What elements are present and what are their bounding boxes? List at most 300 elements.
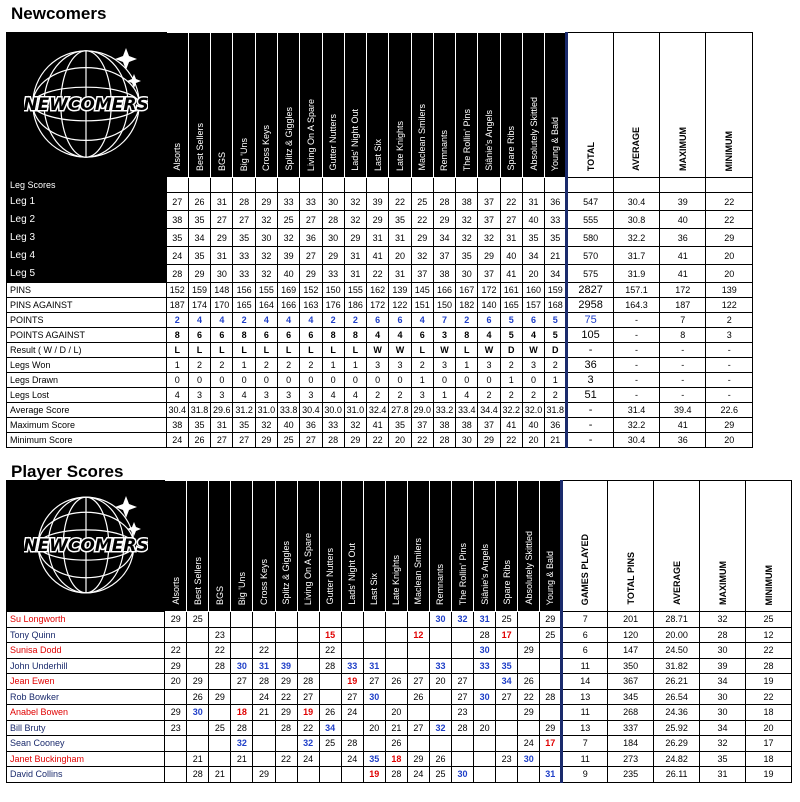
- leg-score-cell: 35: [188, 247, 210, 265]
- stat-cell: 174: [188, 298, 210, 313]
- player-score-cell: [187, 643, 209, 659]
- stat-cell: 4: [277, 313, 299, 328]
- team-header: [211, 33, 233, 178]
- player-score-cell: [385, 689, 407, 705]
- stat-cell: 4: [188, 313, 210, 328]
- team-header: [275, 481, 297, 612]
- player-name: David Collins: [7, 767, 165, 783]
- player-summary-cell: 34: [700, 674, 746, 690]
- leg-summary-cell: 41: [660, 265, 706, 283]
- stat-label: POINTS AGAINST: [7, 328, 167, 343]
- stat-cell: 169: [277, 283, 299, 298]
- summary-header-label: AVERAGE: [631, 127, 642, 171]
- stat-label: Legs Lost: [7, 388, 167, 403]
- player-score-cell: [429, 736, 451, 752]
- player-score-cell: 27: [496, 689, 518, 705]
- leg-score-cell: 33: [300, 193, 322, 211]
- stat-cell: 4: [367, 328, 389, 343]
- stat-cell: L: [211, 343, 233, 358]
- player-score-cell: [165, 767, 187, 783]
- player-score-cell: 17: [496, 627, 518, 643]
- stat-cell: D: [545, 343, 567, 358]
- player-score-cell: 34: [496, 674, 518, 690]
- empty-cell: [456, 178, 478, 193]
- player-summary-cell: 32: [700, 736, 746, 752]
- stat-cell: 1: [545, 373, 567, 388]
- stat-cell: 4: [344, 388, 366, 403]
- stat-cell: 36: [545, 418, 567, 433]
- player-score-cell: [209, 751, 231, 767]
- team-name: Last Six: [369, 572, 380, 605]
- team-name: Young & Bald: [545, 550, 556, 605]
- stat-cell: 6: [389, 313, 411, 328]
- player-score-cell: 22: [165, 643, 187, 659]
- empty-cell: [613, 178, 659, 193]
- stat-summary-cell: 3: [567, 373, 613, 388]
- stat-cell: 4: [411, 313, 433, 328]
- stat-summary-cell: -: [567, 403, 613, 418]
- team-header: [433, 33, 455, 178]
- stat-summary-cell: -: [660, 373, 706, 388]
- stat-cell: 6: [188, 328, 210, 343]
- player-score-cell: [209, 705, 231, 721]
- team-header: [209, 481, 231, 612]
- stat-summary-cell: 164.3: [613, 298, 659, 313]
- stat-summary-cell: -: [613, 358, 659, 373]
- stat-cell: 186: [344, 298, 366, 313]
- leg-score-cell: 27: [166, 193, 188, 211]
- leg-score-cell: 39: [277, 247, 299, 265]
- leg-score-cell: 34: [522, 247, 544, 265]
- player-summary-header: [562, 481, 608, 612]
- player-score-cell: [187, 627, 209, 643]
- team-header: [187, 481, 209, 612]
- player-score-cell: 30: [518, 751, 540, 767]
- player-summary-cell: 11: [562, 658, 608, 674]
- leg-score-cell: 38: [166, 211, 188, 229]
- stat-cell: 2: [545, 388, 567, 403]
- player-score-cell: 22: [319, 643, 341, 659]
- player-score-cell: 28: [209, 658, 231, 674]
- empty-cell: [660, 178, 706, 193]
- player-score-cell: 28: [341, 736, 363, 752]
- leg-score-cell: 32: [277, 229, 299, 247]
- stat-cell: 2: [300, 358, 322, 373]
- player-summary-cell: 28: [700, 627, 746, 643]
- stat-cell: 5: [545, 313, 567, 328]
- stat-summary-cell: 36: [660, 433, 706, 448]
- stat-cell: 172: [367, 298, 389, 313]
- stat-cell: 172: [478, 283, 500, 298]
- leg-score-cell: 29: [188, 265, 210, 283]
- stat-label: Minimum Score: [7, 433, 167, 448]
- player-row: [7, 658, 792, 674]
- player-name: Sunisa Dodd: [7, 643, 165, 659]
- player-score-cell: [518, 612, 540, 628]
- leg-score-cell: 40: [500, 247, 522, 265]
- stat-summary-cell: 30.4: [613, 433, 659, 448]
- player-score-cell: [496, 705, 518, 721]
- empty-cell: [500, 178, 522, 193]
- stat-cell: 32: [344, 418, 366, 433]
- leg-summary-cell: 40: [660, 211, 706, 229]
- stat-summary-cell: -: [613, 343, 659, 358]
- player-summary-cell: 20: [746, 720, 792, 736]
- empty-cell: [255, 178, 277, 193]
- stat-cell: 4: [300, 313, 322, 328]
- player-score-cell: [253, 736, 275, 752]
- stat-cell: W: [367, 343, 389, 358]
- stat-row: [7, 328, 753, 343]
- newcomers-logo-icon: [24, 34, 148, 174]
- player-score-cell: 29: [518, 643, 540, 659]
- leg-score-cell: 30: [211, 265, 233, 283]
- player-row: [7, 705, 792, 721]
- player-summary-cell: 147: [608, 643, 654, 659]
- team-name: Big 'Uns: [239, 137, 250, 171]
- player-score-cell: 33: [429, 658, 451, 674]
- player-row: [7, 612, 792, 628]
- empty-cell: [211, 178, 233, 193]
- leg-row: [7, 265, 753, 283]
- stat-label: PINS AGAINST: [7, 298, 167, 313]
- player-score-cell: [297, 658, 319, 674]
- player-score-cell: [518, 767, 540, 783]
- stat-cell: 5: [500, 313, 522, 328]
- stat-cell: 6: [255, 328, 277, 343]
- stat-cell: 41: [367, 418, 389, 433]
- stat-cell: 0: [433, 373, 455, 388]
- stat-cell: 31.8: [545, 403, 567, 418]
- player-scores-title: Player Scores: [11, 462, 124, 481]
- stat-cell: 4: [456, 388, 478, 403]
- player-score-cell: [452, 643, 474, 659]
- player-score-cell: [452, 627, 474, 643]
- team-header: [389, 33, 411, 178]
- leg-summary-cell: 30.8: [613, 211, 659, 229]
- stat-label: Legs Won: [7, 358, 167, 373]
- stat-cell: 152: [166, 283, 188, 298]
- stat-cell: 150: [433, 298, 455, 313]
- player-score-cell: [363, 736, 385, 752]
- leg-score-cell: 30: [322, 229, 344, 247]
- stat-cell: 28: [433, 433, 455, 448]
- stat-cell: 33.2: [433, 403, 455, 418]
- stat-cell: 29.0: [411, 403, 433, 418]
- player-score-cell: [474, 751, 496, 767]
- player-score-cell: [363, 705, 385, 721]
- player-row: [7, 751, 792, 767]
- leg-summary-cell: 22: [706, 193, 753, 211]
- player-score-cell: 20: [474, 720, 496, 736]
- stat-cell: 6: [367, 313, 389, 328]
- stat-cell: 22: [500, 433, 522, 448]
- player-name: Sean Cooney: [7, 736, 165, 752]
- player-score-cell: 26: [385, 674, 407, 690]
- leg-score-cell: 33: [322, 265, 344, 283]
- leg-row: [7, 229, 753, 247]
- empty-cell: [389, 178, 411, 193]
- leg-score-cell: 22: [500, 193, 522, 211]
- team-header: [407, 481, 429, 612]
- player-score-cell: 33: [474, 658, 496, 674]
- stat-cell: L: [233, 343, 255, 358]
- player-row: [7, 643, 792, 659]
- leg-score-cell: 29: [411, 229, 433, 247]
- player-score-cell: 27: [297, 689, 319, 705]
- stat-cell: 29: [478, 433, 500, 448]
- empty-cell: [522, 178, 544, 193]
- team-name: Absolutely Skittled: [523, 531, 534, 605]
- player-score-cell: 18: [385, 751, 407, 767]
- player-score-cell: 29: [253, 767, 275, 783]
- player-score-cell: [540, 751, 562, 767]
- player-score-cell: 39: [275, 658, 297, 674]
- stat-cell: 139: [389, 283, 411, 298]
- player-summary-cell: 19: [746, 767, 792, 783]
- stat-cell: 0: [522, 373, 544, 388]
- stat-cell: 32: [255, 418, 277, 433]
- stat-cell: 159: [545, 283, 567, 298]
- player-score-cell: 31: [474, 612, 496, 628]
- player-score-cell: [165, 736, 187, 752]
- newcomers-logo: [7, 481, 165, 612]
- player-score-cell: [231, 612, 253, 628]
- team-name: The Rollin' Pins: [457, 542, 468, 605]
- player-score-cell: [474, 674, 496, 690]
- stat-cell: 30.4: [300, 403, 322, 418]
- player-score-cell: 23: [209, 627, 231, 643]
- stat-cell: 1: [233, 358, 255, 373]
- player-score-cell: 28: [385, 767, 407, 783]
- player-score-cell: 19: [363, 767, 385, 783]
- stat-cell: 20: [522, 433, 544, 448]
- stat-cell: L: [255, 343, 277, 358]
- player-score-cell: 29: [540, 720, 562, 736]
- player-score-cell: [231, 627, 253, 643]
- player-score-cell: 28: [319, 658, 341, 674]
- stat-cell: 0: [322, 373, 344, 388]
- stat-cell: 6: [211, 328, 233, 343]
- stat-summary-cell: -: [706, 343, 753, 358]
- team-name: The Rollin' Pins: [461, 108, 472, 171]
- player-summary-cell: 201: [608, 612, 654, 628]
- stat-cell: W: [478, 343, 500, 358]
- stat-summary-cell: -: [660, 388, 706, 403]
- stat-summary-cell: 172: [660, 283, 706, 298]
- stat-cell: 2: [411, 358, 433, 373]
- stat-cell: 5: [545, 328, 567, 343]
- player-score-cell: 30: [474, 689, 496, 705]
- player-summary-cell: 13: [562, 720, 608, 736]
- player-score-cell: 24: [341, 751, 363, 767]
- player-score-cell: 25: [187, 612, 209, 628]
- player-summary-cell: 24.82: [654, 751, 700, 767]
- player-score-cell: [275, 736, 297, 752]
- team-header: [188, 33, 210, 178]
- player-score-cell: 27: [231, 674, 253, 690]
- stat-cell: 27: [300, 433, 322, 448]
- player-score-cell: 29: [187, 674, 209, 690]
- player-score-cell: 19: [297, 705, 319, 721]
- player-summary-cell: 35: [700, 751, 746, 767]
- empty-cell: [277, 178, 299, 193]
- player-score-cell: 24: [341, 705, 363, 721]
- team-name: Gutter Nutters: [325, 548, 336, 605]
- player-score-cell: [275, 627, 297, 643]
- stat-summary-cell: 105: [567, 328, 613, 343]
- player-score-cell: [165, 627, 187, 643]
- player-summary-cell: 268: [608, 705, 654, 721]
- player-row: [7, 627, 792, 643]
- player-score-cell: 30: [187, 705, 209, 721]
- player-row: [7, 767, 792, 783]
- player-score-cell: 22: [209, 643, 231, 659]
- leg-label: Leg 4: [7, 247, 167, 265]
- player-row: [7, 674, 792, 690]
- player-score-cell: 32: [231, 736, 253, 752]
- player-score-cell: [474, 705, 496, 721]
- stat-cell: 2: [545, 358, 567, 373]
- player-name: John Underhill: [7, 658, 165, 674]
- stat-summary-cell: 32.2: [613, 418, 659, 433]
- player-score-cell: [518, 658, 540, 674]
- leg-score-cell: 30: [456, 265, 478, 283]
- player-summary-cell: 28: [746, 658, 792, 674]
- stat-cell: 27.8: [389, 403, 411, 418]
- stat-cell: 3: [389, 358, 411, 373]
- leg-score-cell: 31: [344, 265, 366, 283]
- player-summary-cell: 235: [608, 767, 654, 783]
- stat-cell: 0: [300, 373, 322, 388]
- stat-cell: 4: [255, 313, 277, 328]
- stat-row: [7, 343, 753, 358]
- stat-cell: 27: [233, 433, 255, 448]
- stat-cell: 32.2: [500, 403, 522, 418]
- player-summary-header: [608, 481, 654, 612]
- stat-cell: W: [522, 343, 544, 358]
- stat-cell: 162: [367, 283, 389, 298]
- stat-cell: 8: [233, 328, 255, 343]
- stat-cell: 5: [500, 328, 522, 343]
- stat-cell: 2: [277, 358, 299, 373]
- player-score-cell: 33: [341, 658, 363, 674]
- stat-summary-cell: 41: [660, 418, 706, 433]
- team-name: Splitz & Giggles: [283, 107, 294, 171]
- stat-cell: 22: [367, 433, 389, 448]
- player-score-cell: 23: [452, 705, 474, 721]
- player-score-cell: 26: [518, 674, 540, 690]
- player-score-cell: 20: [165, 674, 187, 690]
- player-score-cell: 25: [429, 767, 451, 783]
- player-score-cell: [253, 720, 275, 736]
- leg-score-cell: 35: [233, 229, 255, 247]
- stat-summary-cell: 7: [660, 313, 706, 328]
- stat-row: [7, 433, 753, 448]
- stat-cell: 1: [433, 388, 455, 403]
- stat-row: [7, 313, 753, 328]
- stat-cell: 4: [211, 313, 233, 328]
- player-summary-cell: 24.50: [654, 643, 700, 659]
- player-score-cell: [209, 612, 231, 628]
- stat-summary-cell: -: [706, 373, 753, 388]
- leg-score-cell: 27: [211, 211, 233, 229]
- team-header: [255, 33, 277, 178]
- stat-summary-cell: -: [567, 433, 613, 448]
- newcomers-logo: [7, 33, 167, 178]
- team-header: [367, 33, 389, 178]
- leg-score-cell: 27: [300, 247, 322, 265]
- stat-cell: L: [322, 343, 344, 358]
- player-score-cell: 31: [253, 658, 275, 674]
- player-score-cell: 30: [474, 643, 496, 659]
- summary-header: [567, 33, 613, 178]
- stat-cell: 30: [456, 433, 478, 448]
- player-score-cell: 25: [319, 736, 341, 752]
- stat-cell: 159: [188, 283, 210, 298]
- stat-cell: 1: [456, 358, 478, 373]
- player-score-cell: 22: [275, 751, 297, 767]
- player-summary-header-label: GAMES PLAYED: [580, 533, 591, 605]
- team-name: Splitz & Giggles: [281, 541, 292, 605]
- player-score-cell: 28: [297, 674, 319, 690]
- leg-score-cell: 32: [255, 265, 277, 283]
- stat-cell: 3: [188, 388, 210, 403]
- leg-score-cell: 31: [344, 247, 366, 265]
- player-score-cell: 17: [540, 736, 562, 752]
- stat-summary-cell: 2: [706, 313, 753, 328]
- stat-cell: 145: [411, 283, 433, 298]
- stat-cell: D: [500, 343, 522, 358]
- player-summary-cell: 31: [700, 767, 746, 783]
- player-score-cell: 12: [407, 627, 429, 643]
- stat-cell: 33: [322, 418, 344, 433]
- player-row: [7, 720, 792, 736]
- leg-summary-cell: 36: [660, 229, 706, 247]
- player-score-cell: 26: [429, 751, 451, 767]
- stat-cell: L: [166, 343, 188, 358]
- team-name: BGS: [214, 585, 225, 605]
- team-header: [319, 481, 341, 612]
- team-name: Spare Ribs: [501, 560, 512, 605]
- player-score-cell: [518, 627, 540, 643]
- stat-cell: 0: [277, 373, 299, 388]
- player-summary-cell: 26.54: [654, 689, 700, 705]
- stat-cell: 8: [166, 328, 188, 343]
- team-name: Alsorts: [170, 577, 181, 605]
- stat-row: [7, 358, 753, 373]
- player-summary-cell: 32: [700, 612, 746, 628]
- player-score-cell: 28: [231, 720, 253, 736]
- stat-summary-cell: 22.6: [706, 403, 753, 418]
- player-score-cell: [363, 627, 385, 643]
- player-summary-cell: 39: [700, 658, 746, 674]
- stat-cell: 0: [233, 373, 255, 388]
- player-score-cell: [187, 658, 209, 674]
- stat-cell: 3: [411, 388, 433, 403]
- stat-summary-cell: 2958: [567, 298, 613, 313]
- stat-cell: 168: [545, 298, 567, 313]
- leg-scores-header-row: [7, 178, 753, 193]
- stat-cell: 2: [500, 358, 522, 373]
- player-name: Janet Buckingham: [7, 751, 165, 767]
- stat-cell: 8: [322, 328, 344, 343]
- team-name: Siânie's Angels: [484, 110, 494, 171]
- stat-summary-cell: 187: [660, 298, 706, 313]
- stat-summary-cell: -: [613, 328, 659, 343]
- empty-cell: [367, 178, 389, 193]
- player-score-cell: [429, 627, 451, 643]
